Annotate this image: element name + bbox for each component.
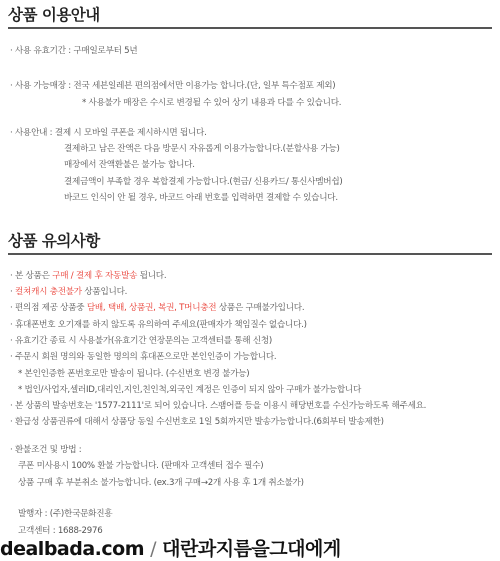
notice-highlight: 담배, 택배, 상품권, 복권, T머니충전 — [86, 303, 217, 313]
issuer-line: 발행자 : (주)한국문화진흥 — [18, 509, 113, 519]
section-title-usage-guide: 상품 이용안내 — [8, 6, 100, 24]
section-divider — [8, 27, 492, 29]
watermark-slash: / — [150, 538, 157, 560]
notice-highlight: 컬쳐캐시 충전불가 — [14, 287, 82, 297]
usage-guide-line: 결제금액이 부족할 경우 복합결제 가능합니다.(현금/ 신용카드/ 통신사멤버쉽) — [64, 177, 343, 187]
usage-guide-line: 매장에서 잔액환불은 불가능 합니다. — [64, 160, 195, 170]
notice-text: 상품입니다. — [81, 287, 128, 297]
refund-line: 상품 구매 후 부분취소 불가능합니다. (ex.3개 구매→2개 사용 후 1개 취소불가) — [18, 478, 304, 488]
refund-line: 쿠폰 미사용시 100% 환불 가능합니다. (판매자 고객센터 접수 필수) — [18, 461, 264, 471]
notice-subrow: * 본인인증한 폰번호로만 발송이 됩니다. (수신번호 변경 불가능) — [18, 369, 250, 379]
notice-row-excluded-products — [10, 301, 304, 313]
section-title-precautions: 상품 유의사항 — [8, 232, 100, 250]
notice-text: 됩니다. — [137, 271, 167, 281]
notice-row: · 휴대폰번호 오기재를 하지 않도록 유의하여 주세요(판매자가 책임질수 없습니다.) — [10, 320, 307, 330]
notice-row: · 주문시 회원 명의와 동일한 명의의 휴대폰으로만 본인인증이 가능합니다. — [10, 352, 277, 362]
notice-row: · 본 상품의 발송번호는 '1577-2111'로 되어 있습니다. 스팸어플 등을 이용시 해당번호를 수신가능하도록 해주세요. — [10, 401, 427, 411]
usage-store-note: * 사용불가 매장은 수시로 변경될 수 있어 상기 내용과 다를 수 있습니다. — [82, 98, 342, 108]
watermark — [0, 534, 341, 559]
section-divider — [8, 253, 492, 255]
usage-guide-row: · 사용안내 : 결제 시 모바일 쿠폰을 제시하시면 됩니다. — [10, 128, 207, 138]
notice-row: · 유효기간 종료 시 사용불가(유효기간 연장문의는 고객센터를 통해 신청) — [10, 336, 273, 346]
refund-heading: · 환불조건 및 방법 : — [10, 445, 82, 455]
usage-period-row: · 사용 유효기간 : 구매일로부터 5년 — [10, 46, 138, 56]
notice-highlight: 구매 / 결제 후 자동발송 — [52, 271, 138, 281]
notice-text: 상품은 구매불가입니다. — [216, 303, 305, 313]
notice-text: · — [10, 287, 15, 297]
customer-center-line: 고객센터 : 1688-2976 — [18, 526, 103, 536]
notice-text: · 본 상품은 — [10, 271, 53, 281]
notice-row-culture-cash — [10, 285, 127, 297]
notice-row: · 환급성 상품권류에 대해서 상품당 동일 수신번호로 1일 5회까지만 발송가능합니다.(6회부터 발송제한) — [10, 417, 384, 427]
usage-guide-line: 바코드 인식이 안 될 경우, 바코드 아래 번호를 입력하면 결제할 수 있습니다. — [64, 193, 338, 203]
usage-guide-line: 결제하고 남은 잔액은 다음 방문시 자유롭게 이용가능합니다.(분할사용 가능) — [64, 144, 340, 154]
usage-store-row: · 사용 가능매장 : 전국 세븐일레븐 편의점에서만 이용가능 합니다.(단, 일부 특수점포 제외) — [10, 81, 336, 91]
watermark-site: dealbada.com — [0, 538, 144, 560]
notice-row-auto-send — [10, 269, 166, 281]
watermark-text: 대란과지름을그대에게 — [162, 538, 341, 560]
notice-text: · 편의점 제공 상품중 — [10, 303, 87, 313]
notice-subrow: * 법인/사업자,셀러ID,대리인,지인,친인척,외국인 계정은 인증이 되지 않아 구매가 불가능합니다 — [18, 385, 362, 395]
